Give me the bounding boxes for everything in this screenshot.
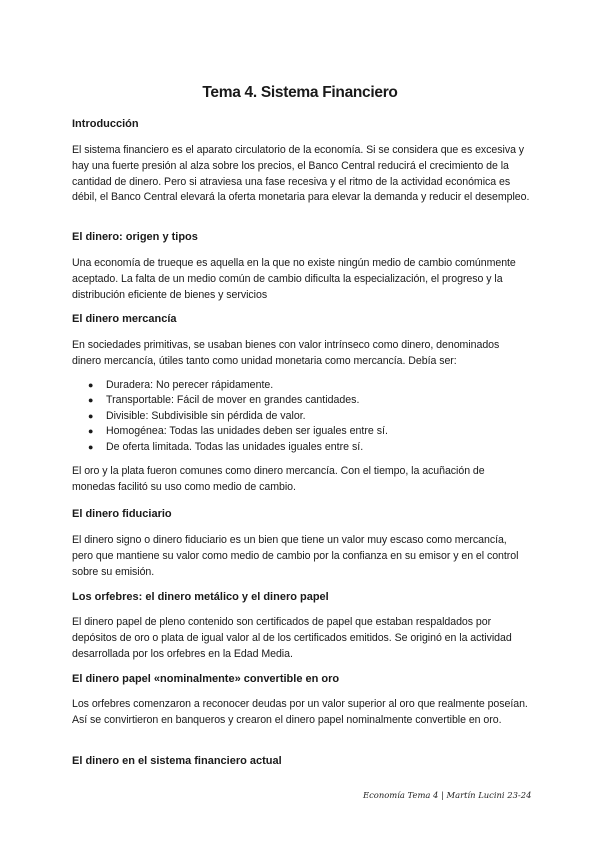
paragraph-dinero-mercancia-intro: En sociedades primitivas, se usaban bienes con valor intrínseco como dinero, denominados dinero mercancía, útiles tanto como unidad monetaria como mercancía. Debía ser: xyxy=(72,339,500,367)
list-item: ● Duradera: No perecer rápidamente. xyxy=(72,378,530,393)
bullet-icon: ● xyxy=(88,380,94,390)
section-heading-dinero-mercancia: El dinero mercancía xyxy=(72,313,177,325)
paragraph-dinero-origen: Una economía de trueque es aquella en la que no existe ningún medio de cambio comúnmente aceptado. La falta de un medio común de cambio dificulta la especialización, el progreso y la distribución eficiente de bienes y servicios xyxy=(72,257,516,301)
bullet-list-properties xyxy=(72,378,530,455)
section-heading-sistema-actual: El dinero en el sistema financiero actual xyxy=(72,755,282,767)
paragraph-dinero-mercancia-outro: El oro y la plata fueron comunes como dinero mercancía. Con el tiempo, la acuñación de monedas facilitó su uso como medio de cambio. xyxy=(72,465,485,493)
paragraph-papel-convertible: Los orfebres comenzaron a reconocer deudas por un valor superior al oro que realmente poseían. Así se convirtieron en banqueros y crearon el dinero papel nominalmente convertible en oro. xyxy=(72,698,528,726)
section-heading-dinero-fiduciario: El dinero fiduciario xyxy=(72,508,172,520)
list-item: ● Divisible: Subdivisible sin pérdida de valor. xyxy=(72,409,530,424)
bullet-icon: ● xyxy=(88,426,94,437)
section-heading-papel-convertible: El dinero papel «nominalmente» convertible en oro xyxy=(72,673,340,685)
paragraph-orfebres: El dinero papel de pleno contenido son certificados de papel que estaban respaldados por depósitos de oro o plata de igual valor al de los certificados emitidos. Se originó en la actividad desarrollada por los orfebres en la Edad Media. xyxy=(72,616,512,660)
list-item: ● Homogénea: Todas las unidades deben ser iguales entre sí. xyxy=(72,424,530,439)
bullet-icon: ● xyxy=(88,410,94,421)
paragraph-dinero-fiduciario: El dinero signo o dinero fiduciario es un bien que tiene un valor muy escaso como mercancía, pero que mantiene su valor como medio de cambio por la confianza en su emisor y en el control sobre su emisión. xyxy=(72,534,519,578)
section-heading-orfebres: Los orfebres: el dinero metálico y el dinero papel xyxy=(72,591,329,603)
list-item: ● Transportable: Fácil de mover en grandes cantidades. xyxy=(72,393,530,408)
section-heading-introduccion: Introducción xyxy=(72,118,139,130)
paragraph-introduccion: El sistema financiero es el aparato circulatorio de la economía. Si se considera que es excesiva y hay una fuerte presión al alza sobre los precios, el Banco Central reducirá el crecimiento de la cantidad de dinero. Pero si atraviesa una fase recesiva y el ritmo de la actividad económica es débil, el Banco Central elevará la oferta monetaria para elevar la demanda y reducir el desempleo. xyxy=(72,144,530,204)
page-title: Tema 4. Sistema Financiero xyxy=(202,84,398,101)
list-item: ● De oferta limitada. Todas las unidades iguales entre sí. xyxy=(72,440,530,455)
section-heading-dinero-origen: El dinero: origen y tipos xyxy=(72,231,198,243)
page-footer: Economía Tema 4 | Martín Lucini 23-24 xyxy=(363,790,532,800)
bullet-icon: ● xyxy=(88,441,94,452)
bullet-icon: ● xyxy=(88,395,94,406)
